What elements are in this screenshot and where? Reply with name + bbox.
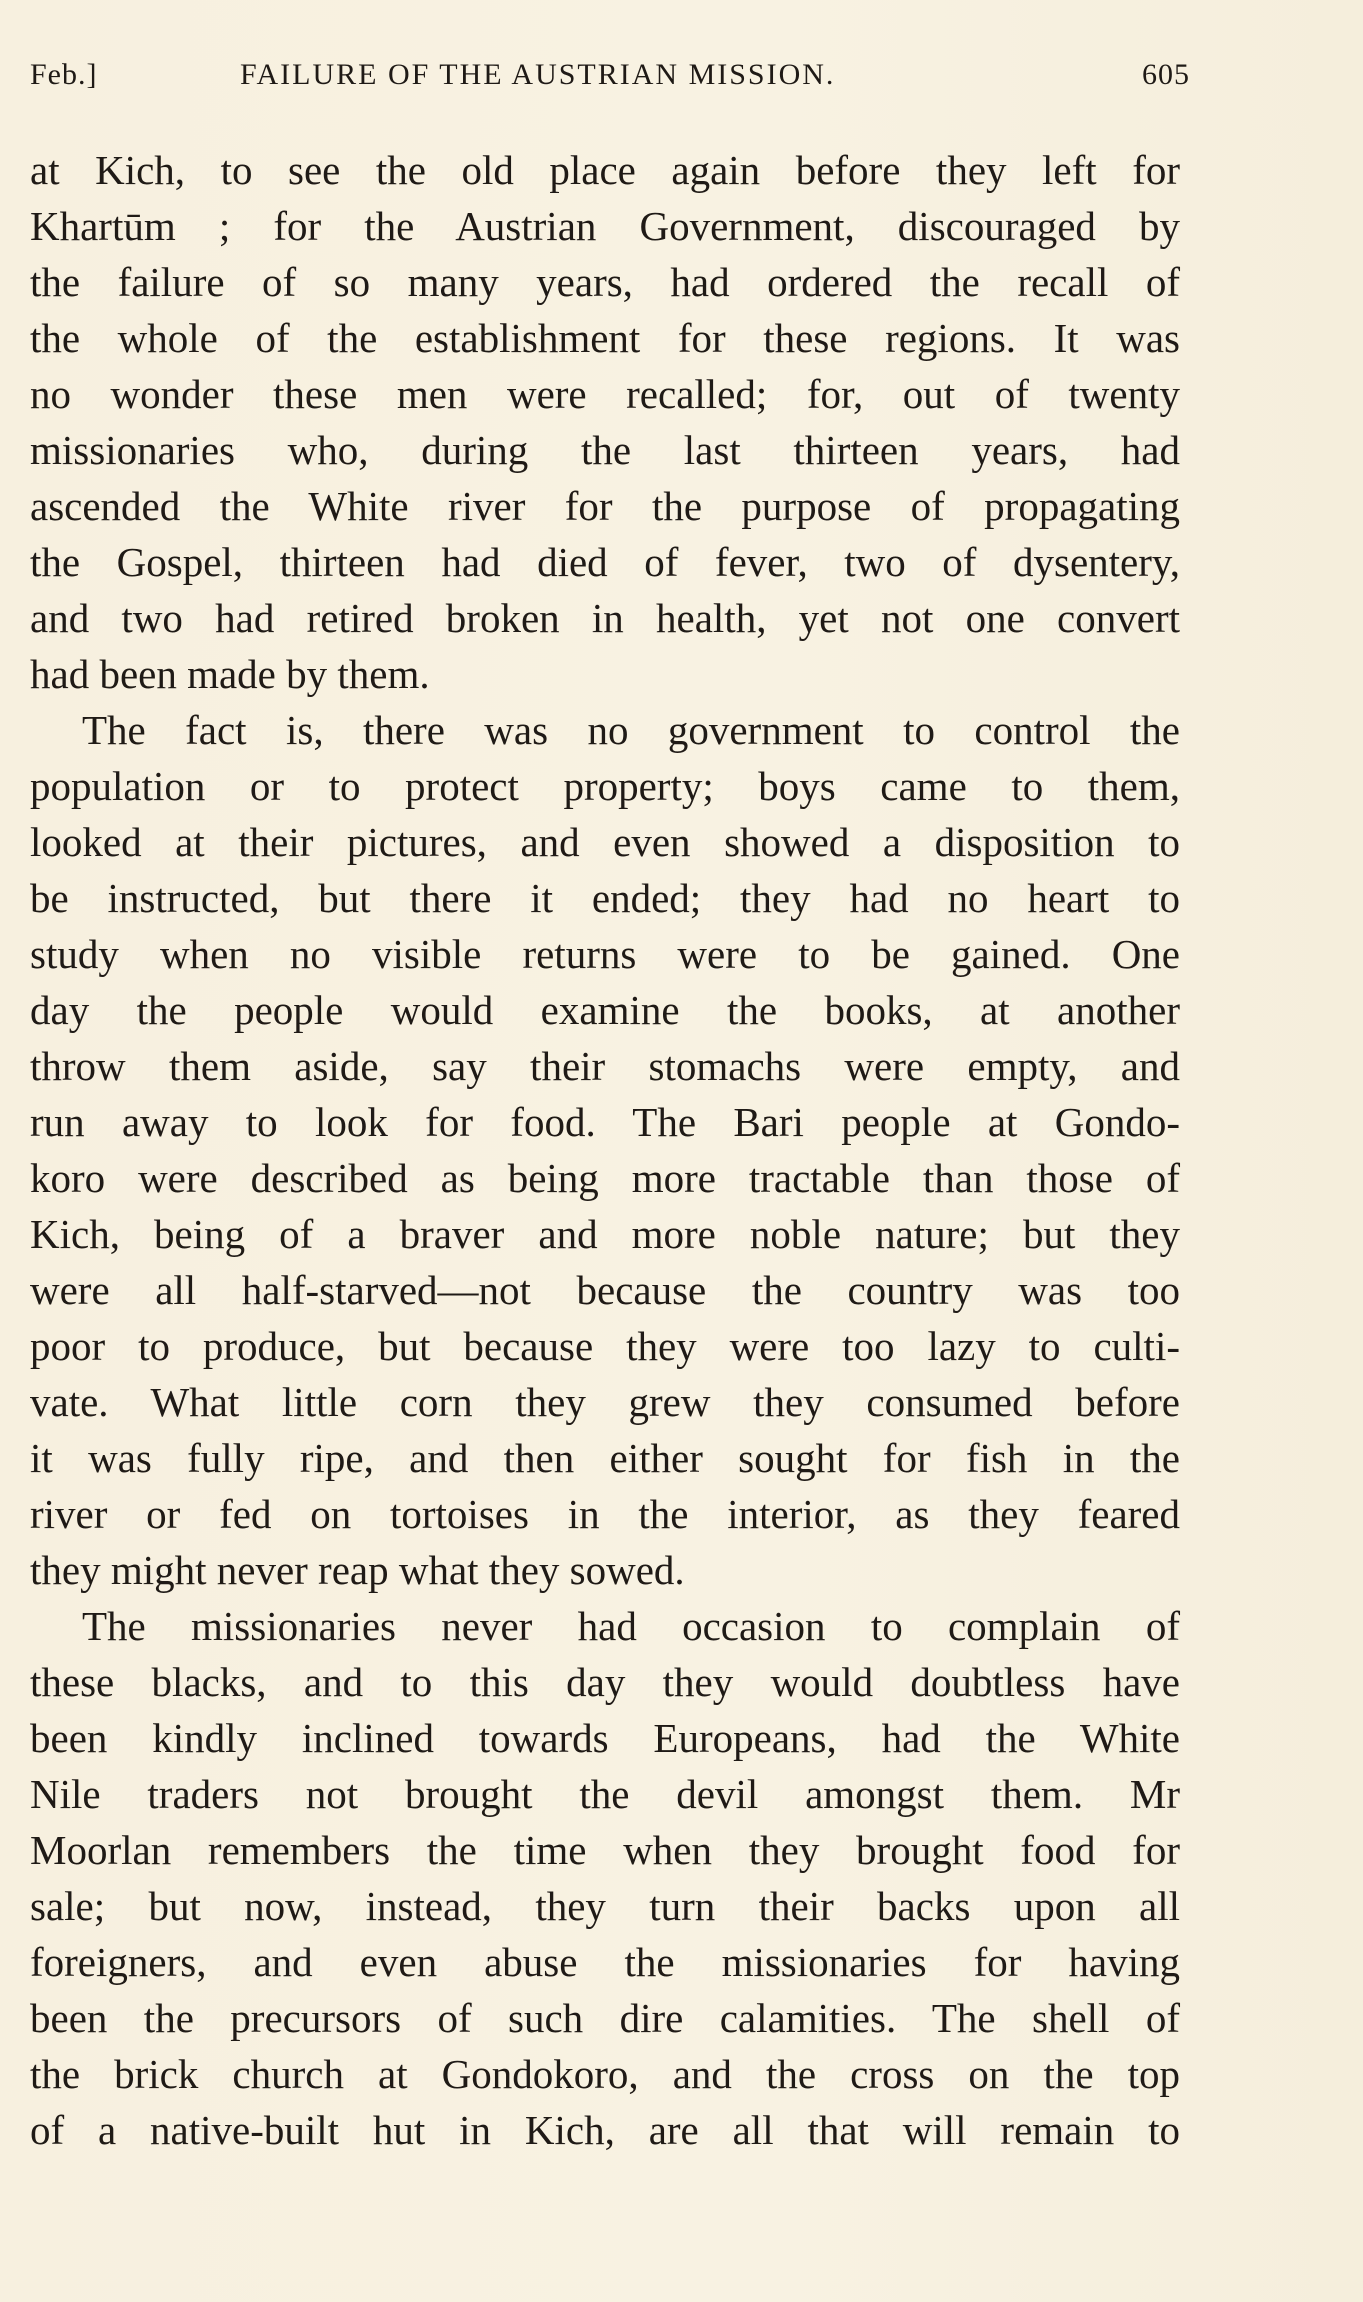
text-line: at Kich, to see the old place again before they left for — [30, 147, 1180, 193]
text-line: Moorlan remembers the time when they brought food for — [30, 1827, 1180, 1873]
text-line: river or fed on tortoises in the interior, as they feared — [30, 1491, 1180, 1537]
running-head — [30, 58, 1190, 108]
text-line: been the precursors of such dire calamities. The shell of — [30, 1995, 1180, 2041]
text-line: missionaries who, during the last thirteen years, had — [30, 427, 1180, 473]
paragraph-end-line: they might never reap what they sowed. — [30, 1547, 685, 1593]
page-number: 605 — [1142, 58, 1190, 91]
text-line: sale; but now, instead, they turn their backs upon all — [30, 1883, 1180, 1929]
paragraph-end-line: had been made by them. — [30, 651, 430, 697]
paragraph-start-line: The missionaries never had occasion to complain of — [82, 1603, 1180, 1649]
running-head-title: FAILURE OF THE AUSTRIAN MISSION. — [240, 58, 836, 91]
text-line: Kich, being of a braver and more noble nature; but they — [30, 1211, 1180, 1257]
text-line: were all half-starved—not because the country was too — [30, 1267, 1180, 1313]
text-line: been kindly inclined towards Europeans, had the White — [30, 1715, 1180, 1761]
text-line: population or to protect property; boys came to them, — [30, 763, 1180, 809]
text-line: Nile traders not brought the devil amongst them. Mr — [30, 1771, 1180, 1817]
text-line: the Gospel, thirteen had died of fever, two of dysentery, — [30, 539, 1180, 585]
text-line: the brick church at Gondokoro, and the cross on the top — [30, 2051, 1180, 2097]
text-line: foreigners, and even abuse the missionaries for having — [30, 1939, 1180, 1985]
paragraph-start-line: The fact is, there was no government to control the — [82, 707, 1180, 753]
text-line: the whole of the establishment for these regions. It was — [30, 315, 1180, 361]
text-line: no wonder these men were recalled; for, out of twenty — [30, 371, 1180, 417]
text-line: poor to produce, but because they were too lazy to culti- — [30, 1323, 1180, 1369]
running-head-month: Feb.] — [30, 58, 98, 91]
text-line: Khartūm ; for the Austrian Government, discouraged by — [30, 203, 1180, 249]
text-line: day the people would examine the books, at another — [30, 987, 1180, 1033]
text-line: study when no visible returns were to be gained. One — [30, 931, 1180, 977]
text-line: be instructed, but there it ended; they had no heart to — [30, 875, 1180, 921]
body-text — [30, 142, 1180, 2158]
text-line: run away to look for food. The Bari people at Gondo- — [30, 1099, 1180, 1145]
text-line: and two had retired broken in health, yet not one convert — [30, 595, 1180, 641]
text-line: the failure of so many years, had ordered the recall of — [30, 259, 1180, 305]
text-line: ascended the White river for the purpose of propagating — [30, 483, 1180, 529]
text-line: of a native-built hut in Kich, are all that will remain to — [30, 2107, 1180, 2153]
text-line: these blacks, and to this day they would doubtless have — [30, 1659, 1180, 1705]
text-line: vate. What little corn they grew they consumed before — [30, 1379, 1180, 1425]
text-line: koro were described as being more tractable than those of — [30, 1155, 1180, 1201]
text-line: looked at their pictures, and even showed a disposition to — [30, 819, 1180, 865]
text-line: it was fully ripe, and then either sought for fish in the — [30, 1435, 1180, 1481]
text-line: throw them aside, say their stomachs were empty, and — [30, 1043, 1180, 1089]
